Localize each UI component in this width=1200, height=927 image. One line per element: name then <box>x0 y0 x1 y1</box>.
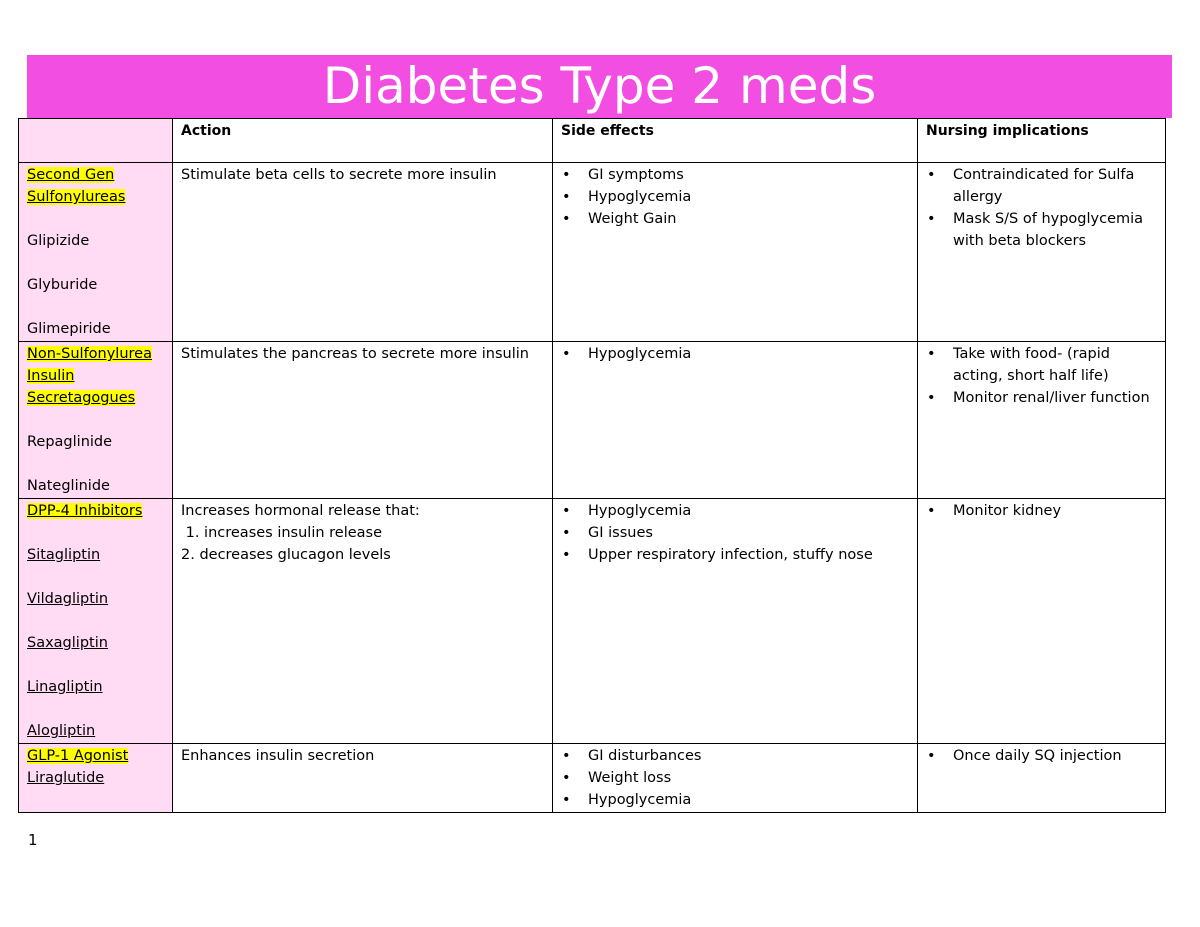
drug-name: Vildagliptin <box>27 591 109 607</box>
table-row <box>19 744 1166 813</box>
side-effect-item: • Upper respiratory infection, stuffy nose <box>561 544 909 566</box>
header-cell-side-effects: Side effects <box>553 119 918 163</box>
drug-class-cell <box>19 163 173 342</box>
nursing-item: • Monitor renal/liver function <box>926 387 1157 409</box>
nursing-item: • Contraindicated for Sulfa allergy <box>926 164 1157 208</box>
side-effect-item: • GI disturbances <box>561 745 909 767</box>
drug-class-name: Secretagogues <box>27 390 136 406</box>
bullet-list <box>926 500 1157 522</box>
page-title: Diabetes Type 2 meds <box>27 55 1172 118</box>
nursing-item: • Take with food- (rapid acting, short half life) <box>926 343 1157 387</box>
drug-name: Saxagliptin <box>27 635 108 651</box>
side-effect-item: • Weight loss <box>561 767 909 789</box>
bullet-list <box>926 164 1157 252</box>
header-cell-action: Action <box>173 119 553 163</box>
nursing-item: • Once daily SQ injection <box>926 745 1157 767</box>
action-cell <box>173 163 553 342</box>
drug-class-cell <box>19 744 173 813</box>
drug-name: Alogliptin <box>27 723 96 739</box>
drug-name: Glimepiride <box>27 321 111 337</box>
side-effect-item: • Hypoglycemia <box>561 789 909 811</box>
side-effect-item: • Weight Gain <box>561 208 909 230</box>
action-text: 1. increases insulin release <box>181 525 383 541</box>
side-effect-item: • GI symptoms <box>561 164 909 186</box>
drug-name: Liraglutide <box>27 770 105 786</box>
side-effects-cell <box>553 163 918 342</box>
action-text: Stimulate beta cells to secrete more insulin <box>181 167 497 183</box>
nursing-item: • Monitor kidney <box>926 500 1157 522</box>
action-cell <box>173 744 553 813</box>
action-cell <box>173 342 553 499</box>
action-text: Stimulates the pancreas to secrete more insulin <box>181 346 529 362</box>
bullet-list <box>561 164 909 230</box>
side-effects-cell <box>553 744 918 813</box>
nursing-cell <box>918 163 1166 342</box>
nursing-cell <box>918 744 1166 813</box>
bullet-list <box>926 343 1157 409</box>
drug-name: Linagliptin <box>27 679 103 695</box>
table-row <box>19 342 1166 499</box>
side-effects-cell <box>553 342 918 499</box>
drug-name: Glipizide <box>27 233 90 249</box>
drug-name: Repaglinide <box>27 434 113 450</box>
drug-class-name: GLP-1 Agonist <box>27 748 129 764</box>
side-effects-cell <box>553 499 918 744</box>
nursing-cell <box>918 342 1166 499</box>
drug-class-name: Non-Sulfonylurea <box>27 346 152 362</box>
side-effect-item: • Hypoglycemia <box>561 186 909 208</box>
action-cell <box>173 499 553 744</box>
side-effect-item: • GI issues <box>561 522 909 544</box>
drug-class-name: Second Gen <box>27 167 115 183</box>
nursing-cell <box>918 499 1166 744</box>
table-row <box>19 499 1166 744</box>
header-cell-blank <box>19 119 173 163</box>
page-number: 1 <box>28 831 38 849</box>
bullet-list <box>926 745 1157 767</box>
action-text: Increases hormonal release that: <box>181 503 420 519</box>
drug-name: Glyburide <box>27 277 98 293</box>
drug-name: Nateglinide <box>27 478 110 494</box>
bullet-list <box>561 500 909 566</box>
drug-class-name: Sulfonylureas <box>27 189 126 205</box>
bullet-list <box>561 343 909 365</box>
drug-class-name: DPP-4 Inhibitors <box>27 503 143 519</box>
drug-name: Sitagliptin <box>27 547 101 563</box>
header-row <box>19 119 1166 163</box>
drug-class-name: Insulin <box>27 368 75 384</box>
action-text: Enhances insulin secretion <box>181 748 375 764</box>
medication-table <box>18 118 1166 813</box>
nursing-item: • Mask S/S of hypoglycemia with beta blockers <box>926 208 1157 252</box>
drug-class-cell <box>19 499 173 744</box>
bullet-list <box>561 745 909 811</box>
header-cell-nursing: Nursing implications <box>918 119 1166 163</box>
table-row <box>19 163 1166 342</box>
action-text: 2. decreases glucagon levels <box>181 547 391 563</box>
side-effect-item: • Hypoglycemia <box>561 500 909 522</box>
drug-class-cell <box>19 342 173 499</box>
side-effect-item: • Hypoglycemia <box>561 343 909 365</box>
